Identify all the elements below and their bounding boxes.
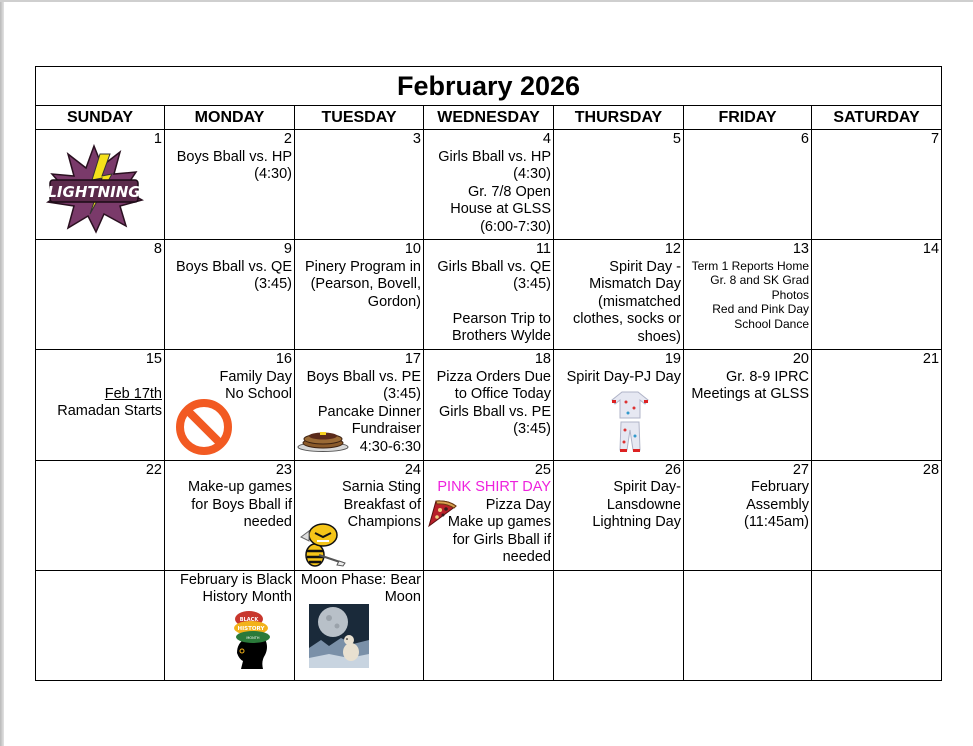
day-number: 18 [534, 351, 551, 368]
day-number: 8 [153, 241, 162, 258]
lansdowne-lightning-logo-icon [44, 144, 144, 234]
day-cell-10 [295, 240, 424, 350]
week-row [36, 350, 942, 460]
day-number: 9 [283, 241, 292, 258]
event-text: No School [225, 386, 292, 403]
day-number: 14 [922, 241, 940, 258]
week-row [36, 240, 942, 350]
event-text: School Dance [734, 316, 809, 331]
event-text: (3:45) [383, 386, 421, 403]
event-text: clothes, socks or [573, 311, 681, 328]
event-text: Fundraiser [351, 421, 421, 438]
event-text: Photos [771, 287, 809, 302]
day-number: 17 [404, 351, 421, 368]
event-text: Gordon) [367, 293, 421, 310]
event-text: (3:45) [254, 276, 292, 293]
event-text: Term 1 Reports Home [691, 258, 809, 273]
event-text: for Boys Bball if [191, 496, 292, 513]
day-cell-1 [36, 130, 165, 240]
event-text: Champions [347, 514, 421, 531]
day-cell-15 [36, 350, 165, 460]
week-row [36, 130, 942, 240]
week-row [36, 570, 942, 680]
day-cell-26 [554, 460, 684, 570]
event-text: 4:30-6:30 [359, 438, 421, 455]
day-number: 24 [404, 461, 421, 478]
event-text: Make up games [447, 514, 551, 531]
page-shadow-top [0, 0, 973, 2]
event-text: Girls Bball vs. QE [437, 258, 551, 275]
day-number: 15 [145, 351, 162, 368]
pajamas-icon [610, 390, 650, 454]
week-row [36, 460, 942, 570]
event-text: Sarnia Sting [342, 479, 421, 496]
event-text: Boys Bball vs. HP [176, 148, 292, 165]
days-of-week-row [36, 106, 942, 130]
day-cell-24 [295, 460, 424, 570]
day-cell-empty [36, 570, 165, 680]
event-text: (4:30) [254, 166, 292, 183]
day-number: 26 [664, 461, 681, 478]
calendar-table [35, 66, 942, 681]
event-text: (6:00-7:30) [480, 218, 551, 235]
day-number: 3 [412, 131, 421, 148]
event-text: shoes) [637, 328, 681, 345]
event-text: Ramadan Starts [57, 403, 162, 420]
event-text: Pearson Trip to [452, 310, 551, 327]
day-number: 5 [672, 131, 681, 148]
day-cell-17 [295, 350, 424, 460]
sarnia-sting-mascot-icon [297, 521, 347, 567]
day-cell-moon-phase [295, 570, 424, 680]
event-text: House at GLSS [450, 201, 551, 218]
event-text: Moon [384, 589, 421, 606]
spacer [38, 369, 162, 386]
day-number: 12 [664, 241, 681, 258]
event-text: Girls Bball vs. HP [438, 148, 551, 165]
day-number: 28 [922, 461, 940, 478]
event-text: to Office Today [454, 386, 551, 403]
day-cell-14 [812, 240, 942, 350]
day-cell-16 [165, 350, 295, 460]
event-text: (11:45am) [743, 514, 809, 531]
day-cell-28 [812, 460, 942, 570]
event-text: Breakfast of [343, 496, 421, 513]
day-number: 6 [800, 131, 809, 148]
day-cell-2 [165, 130, 295, 240]
svg-text:LIGHTNING: LIGHTNING [47, 183, 141, 202]
event-text: Spirit Day-PJ Day [566, 368, 681, 385]
day-cell-11 [424, 240, 554, 350]
day-cell-8 [36, 240, 165, 350]
day-cell-21 [812, 350, 942, 460]
day-number: 4 [542, 131, 551, 148]
event-text: Gr. 8 and SK Grad [710, 273, 809, 288]
dow-friday: FRIDAY [684, 106, 812, 130]
black-history-month-head-icon [225, 609, 275, 671]
day-number: 1 [153, 131, 162, 148]
day-number: 10 [404, 241, 421, 258]
pancakes-icon [297, 430, 349, 452]
event-text: Pizza Day [485, 496, 551, 513]
event-text: Boys Bball vs. PE [306, 368, 421, 385]
day-cell-3 [295, 130, 424, 240]
event-text: Moon Phase: Bear [300, 571, 421, 588]
dow-monday: MONDAY [165, 106, 295, 130]
polar-bear-moon-icon [309, 604, 369, 668]
spacer [426, 294, 551, 311]
event-text: History Month [202, 589, 292, 606]
day-cell-6 [684, 130, 812, 240]
event-text: needed [243, 514, 292, 531]
day-number: 2 [283, 131, 292, 148]
event-text: Meetings at GLSS [691, 386, 809, 403]
day-number: 27 [792, 461, 809, 478]
day-number: 7 [930, 131, 940, 148]
event-text: Brothers Wylde [452, 328, 551, 345]
day-cell-27 [684, 460, 812, 570]
event-text: Gr. 7/8 Open [467, 183, 551, 200]
event-text: Girls Bball vs. PE [439, 403, 551, 420]
day-cell-19 [554, 350, 684, 460]
event-text: (4:30) [513, 166, 551, 183]
event-text: needed [502, 549, 551, 566]
svg-text:HISTORY: HISTORY [237, 625, 265, 632]
event-text: Red and Pink Day [712, 302, 809, 317]
event-text: Spirit Day - [609, 258, 681, 275]
pink-shirt-day-text: PINK SHIRT DAY [437, 479, 551, 496]
day-number: 13 [792, 241, 809, 258]
day-cell-20 [684, 350, 812, 460]
dow-thursday: THURSDAY [554, 106, 684, 130]
event-text: Make-up games [188, 479, 292, 496]
event-text: (3:45) [513, 421, 551, 438]
svg-text:MONTH: MONTH [246, 635, 260, 640]
day-number: 21 [922, 351, 940, 368]
day-cell-25 [424, 460, 554, 570]
day-cell-9 [165, 240, 295, 350]
event-text: February [750, 479, 809, 496]
event-text: February is Black [179, 571, 292, 588]
event-text: (mismatched [598, 293, 681, 310]
event-link-text: Feb 17th [104, 385, 162, 402]
day-cell-5 [554, 130, 684, 240]
event-text: Assembly [746, 496, 809, 513]
page-shadow [0, 0, 4, 746]
event-text: Family Day [219, 368, 292, 385]
event-text: Gr. 8-9 IPRC [726, 368, 809, 385]
day-number: 19 [664, 351, 681, 368]
day-cell-empty [684, 570, 812, 680]
day-cell-empty [812, 570, 942, 680]
event-text: Lansdowne [606, 496, 681, 513]
event-text: Spirit Day- [613, 479, 681, 496]
event-text: (3:45) [513, 276, 551, 293]
event-text: Mismatch Day [589, 276, 681, 293]
calendar-title: February 2026 [36, 67, 942, 106]
day-cell-18 [424, 350, 554, 460]
pizza-slice-icon [426, 498, 458, 528]
event-text: Lightning Day [592, 514, 681, 531]
event-text: Boys Bball vs. QE [175, 258, 292, 275]
dow-wednesday: WEDNESDAY [424, 106, 554, 130]
day-number: 25 [534, 461, 551, 478]
svg-text:BLACK: BLACK [239, 616, 259, 623]
day-cell-empty [424, 570, 554, 680]
event-text: Pancake Dinner [317, 403, 421, 420]
dow-saturday: SATURDAY [812, 106, 942, 130]
day-cell-23 [165, 460, 295, 570]
day-cell-22 [36, 460, 165, 570]
day-number: 23 [275, 461, 292, 478]
day-cell-7 [812, 130, 942, 240]
day-cell-4 [424, 130, 554, 240]
day-cell-12 [554, 240, 684, 350]
event-text: Pizza Orders Due [436, 368, 551, 385]
day-number: 20 [792, 351, 809, 368]
day-number: 22 [145, 461, 162, 478]
dow-tuesday: TUESDAY [295, 106, 424, 130]
event-text: for Girls Bball if [452, 531, 551, 548]
day-number: 11 [535, 241, 551, 258]
day-cell-black-history [165, 570, 295, 680]
day-cell-empty [554, 570, 684, 680]
no-symbol-icon [174, 397, 234, 457]
dow-sunday: SUNDAY [36, 106, 165, 130]
day-cell-13 [684, 240, 812, 350]
event-text: (Pearson, Bovell, [310, 276, 421, 293]
event-text: Pinery Program in [304, 258, 421, 275]
day-number: 16 [275, 351, 292, 368]
